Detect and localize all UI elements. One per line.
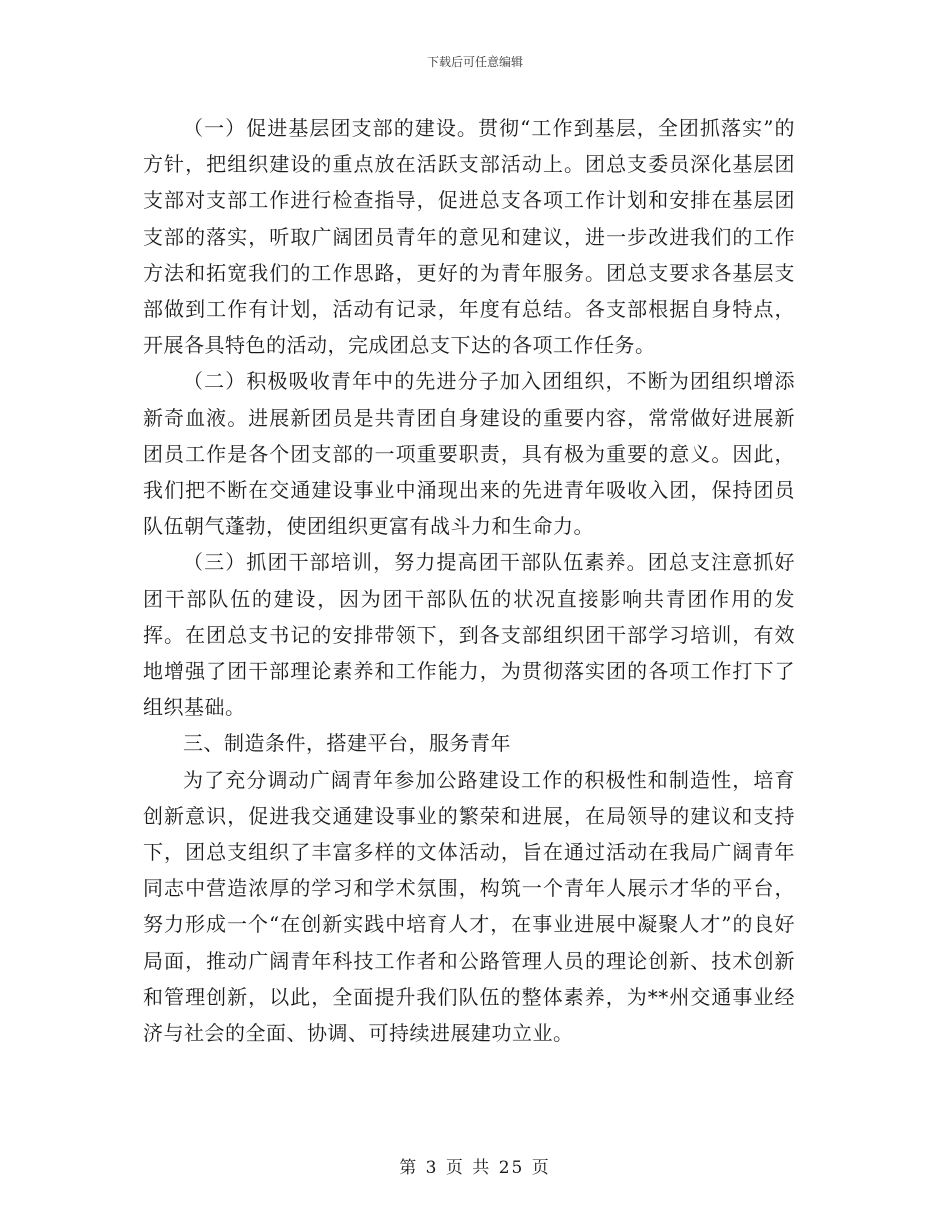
document-body bbox=[143, 110, 795, 1051]
header-note: 下载后可任意编辑 bbox=[426, 55, 523, 69]
paragraph-3: （三）抓团干部培训，努力提高团干部队伍素养。团总支注意抓好团干部队伍的建设，因为团干部队伍的状况直接影响共青团作用的发挥。在团总支书记的安排带领下，到各支部组织团干部学习培训，有效地增强了团干部理论素养和工作能力，为贯彻落实团的各项工作打下了组织基础。 bbox=[143, 550, 795, 720]
page-footer: 第 3 页 共 25 页 bbox=[399, 1158, 551, 1178]
paragraph-2: （二）积极吸收青年中的先进分子加入团组织，不断为团组织增添新奇血液。进展新团员是共青团自身建设的重要内容，常常做好进展新团员工作是各个团支部的一项重要职责，具有极为重要的意义。因此，我们把不断在交通建设事业中涌现出来的先进青年吸收入团，保持团员队伍朝气蓬勃，使团组织更富有战斗力和生命力。 bbox=[143, 369, 795, 539]
section-paragraph: 为了充分调动广阔青年参加公路建设工作的积极性和制造性，培育创新意识，促进我交通建设事业的繁荣和进展，在局领导的建议和支持下，团总支组织了丰富多样的文体活动，旨在通过活动在我局广阔青年同志中营造浓厚的学习和学术氛围，构筑一个青年人展示才华的平台，努力形成一个“在创新实践中培育人才，在事业进展中凝聚人才”的良好局面，推动广阔青年科技工作者和公路管理人员的理论创新、技术创新和管理创新，以此，全面提升我们队伍的整体素养，为**州交通事业经济与社会的全面、协调、可持续进展建功立业。 bbox=[143, 767, 795, 1046]
paragraph-1: （一）促进基层团支部的建设。贯彻“工作到基层，全团抓落实”的方针，把组织建设的重点放在活跃支部活动上。团总支委员深化基层团支部对支部工作进行检查指导，促进总支各项工作计划和安排在基层团支部的落实，听取广阔团员青年的意见和建议，进一步改进我们的工作方法和拓宽我们的工作思路，更好的为青年服务。团总支要求各基层支部做到工作有计划，活动有记录，年度有总结。各支部根据自身特点，开展各具特色的活动，完成团总支下达的各项工作任务。 bbox=[143, 116, 795, 358]
section-heading: 三、制造条件，搭建平台，服务青年 bbox=[183, 731, 511, 756]
